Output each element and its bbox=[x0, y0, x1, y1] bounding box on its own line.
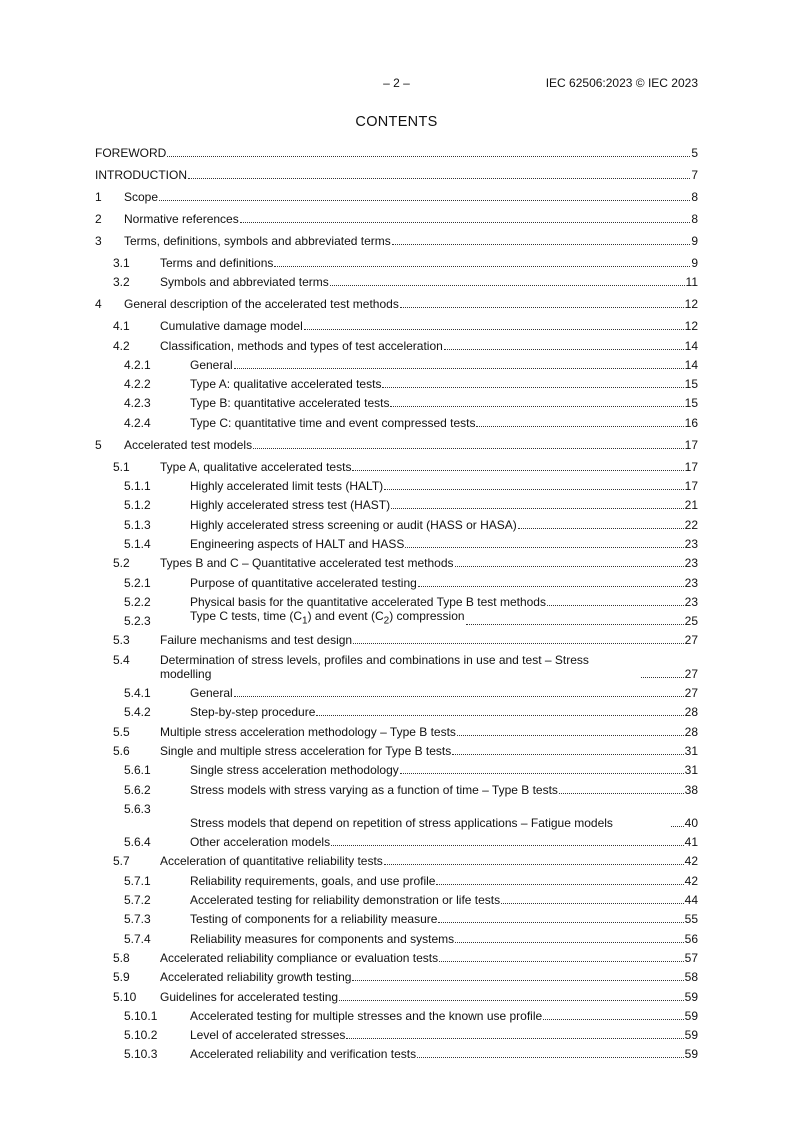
toc-entry[interactable] bbox=[95, 912, 698, 926]
toc-entry-title: Step-by-step procedure bbox=[190, 705, 316, 720]
toc-page-number: 31 bbox=[684, 743, 698, 758]
toc-page-number: 12 bbox=[684, 319, 698, 334]
toc-leader-dots bbox=[436, 883, 683, 885]
toc-page-number: 23 bbox=[684, 556, 698, 571]
toc-leader-dots bbox=[391, 507, 684, 509]
toc-page-number: 59 bbox=[684, 1008, 698, 1023]
contents-title: CONTENTS bbox=[355, 114, 438, 130]
toc-entry-number: 5.5 bbox=[113, 724, 130, 739]
toc-page-number: 28 bbox=[684, 705, 698, 720]
toc-entry[interactable] bbox=[95, 595, 698, 609]
toc-page-number: 59 bbox=[684, 1028, 698, 1043]
toc-entry[interactable] bbox=[95, 297, 698, 311]
toc-page-number: 59 bbox=[684, 1047, 698, 1062]
toc-entry[interactable] bbox=[95, 518, 698, 532]
toc-entry[interactable] bbox=[95, 234, 698, 248]
toc-entry-title: Types B and C – Quantitative accelerated test methods bbox=[160, 556, 454, 571]
toc-entry-number: 5.10.1 bbox=[124, 1008, 158, 1023]
toc-entry[interactable] bbox=[95, 319, 698, 333]
toc-page-number: 17 bbox=[684, 459, 698, 474]
toc-entry-number: 5.1.2 bbox=[124, 498, 151, 513]
toc-entry-title: Acceleration of quantitative reliability tests bbox=[160, 854, 383, 869]
toc-entry[interactable] bbox=[95, 990, 698, 1004]
toc-entry-title: Level of accelerated stresses bbox=[190, 1028, 346, 1043]
toc-leader-dots bbox=[330, 284, 685, 286]
toc-entry[interactable] bbox=[95, 854, 698, 868]
toc-leader-dots bbox=[518, 527, 684, 529]
toc-leader-dots bbox=[304, 328, 684, 330]
toc-page-number: 7 bbox=[691, 168, 698, 182]
toc-page-number: 14 bbox=[684, 338, 698, 353]
toc-entry[interactable] bbox=[95, 951, 698, 965]
toc-entry-title: Classification, methods and types of test acceleration bbox=[160, 338, 443, 353]
toc-page-number: 23 bbox=[684, 536, 698, 551]
toc-entry[interactable] bbox=[95, 744, 698, 758]
toc-entry-number: 4.2.4 bbox=[124, 415, 151, 430]
toc-leader-dots bbox=[641, 676, 684, 678]
toc-leader-dots bbox=[384, 488, 683, 490]
toc-entry-title: Other acceleration models bbox=[190, 835, 331, 850]
toc-entry-title: Stress models that depend on repetition of stress applications – Fatigue models bbox=[190, 815, 613, 830]
toc-entry-number: 5.10.2 bbox=[124, 1028, 158, 1043]
toc-leader-dots bbox=[353, 642, 684, 644]
toc-entry[interactable] bbox=[95, 705, 698, 719]
toc-entry[interactable] bbox=[95, 1009, 698, 1023]
toc-entry[interactable] bbox=[95, 396, 698, 410]
toc-leader-dots bbox=[352, 979, 683, 981]
page-number: – 2 – bbox=[383, 76, 410, 90]
toc-leader-dots bbox=[438, 921, 683, 923]
toc-entry[interactable] bbox=[95, 932, 698, 946]
toc-leader-dots bbox=[439, 960, 684, 962]
toc-page-number: 8 bbox=[691, 212, 698, 226]
toc-leader-dots bbox=[559, 792, 684, 794]
toc-page-number: 17 bbox=[684, 437, 698, 452]
toc-entry-title: Highly accelerated stress screening or audit (HASS or HASA) bbox=[190, 517, 517, 532]
toc-entry-title: Type B: quantitative accelerated tests bbox=[190, 396, 390, 411]
toc-page-number: 22 bbox=[684, 517, 698, 532]
toc-entry-number: 5.4 bbox=[113, 652, 130, 667]
toc-leader-dots bbox=[547, 604, 684, 606]
toc-entry-number: 5.10.3 bbox=[124, 1047, 158, 1062]
toc-page-number: 42 bbox=[684, 873, 698, 888]
toc-entry-title: Accelerated testing for multiple stresses and the known use profile bbox=[190, 1008, 543, 1023]
toc-entry-number: 5.8 bbox=[113, 950, 130, 965]
toc-entry[interactable] bbox=[95, 190, 698, 204]
toc-page-number: 42 bbox=[684, 854, 698, 869]
toc-entry[interactable] bbox=[95, 1047, 698, 1061]
toc-entry[interactable] bbox=[95, 212, 698, 226]
toc-page-number: 27 bbox=[684, 666, 698, 681]
toc-entry[interactable] bbox=[95, 653, 698, 681]
toc-leader-dots bbox=[274, 265, 690, 267]
toc-entry-title: Reliability measures for components and systems bbox=[190, 931, 455, 946]
page-header bbox=[95, 76, 698, 92]
toc-entry-number: 4 bbox=[95, 297, 102, 312]
toc-leader-dots bbox=[167, 155, 690, 157]
toc-entry[interactable] bbox=[95, 576, 698, 590]
toc-entry-number: 5.7 bbox=[113, 854, 130, 869]
toc-entry-title: Terms, definitions, symbols and abbreviated terms bbox=[124, 234, 391, 248]
toc-entry-number: 5.6.2 bbox=[124, 782, 151, 797]
toc-page-number: 27 bbox=[684, 633, 698, 648]
toc-entry-number: 4.2.3 bbox=[124, 396, 151, 411]
toc-leader-dots bbox=[352, 469, 683, 471]
toc-entry-title: Type C tests, time $(C_1)$ and event $(C_2)$ compression bbox=[190, 608, 465, 627]
toc-entry-number: 5.10 bbox=[113, 989, 137, 1004]
toc-leader-dots bbox=[316, 714, 683, 716]
toc-entry-title: Single stress acceleration methodology bbox=[190, 763, 399, 778]
toc-leader-dots bbox=[234, 695, 684, 697]
toc-page-number: 59 bbox=[684, 989, 698, 1004]
toc-page-number: 44 bbox=[684, 893, 698, 908]
toc-leader-dots bbox=[405, 546, 683, 548]
toc-entry[interactable] bbox=[95, 835, 698, 849]
toc-page-number: 9 bbox=[691, 234, 698, 248]
toc-entry-title: Accelerated testing for reliability demonstration or life tests bbox=[190, 893, 501, 908]
toc-leader-dots bbox=[400, 306, 684, 308]
toc-entry[interactable] bbox=[95, 275, 698, 289]
toc-entry[interactable] bbox=[95, 763, 698, 777]
toc-entry[interactable] bbox=[95, 633, 698, 647]
toc-page-number: 38 bbox=[684, 782, 698, 797]
toc-entry-number: 5.1 bbox=[113, 459, 130, 474]
toc-entry[interactable] bbox=[95, 970, 698, 984]
toc-entry-number: 4.1 bbox=[113, 319, 130, 334]
toc-entry[interactable] bbox=[95, 460, 698, 474]
toc-leader-dots bbox=[188, 177, 690, 179]
toc-entry-number: 2 bbox=[95, 212, 102, 226]
toc-entry-title: Reliability requirements, goals, and use profile bbox=[190, 873, 436, 888]
toc-page-number: 21 bbox=[684, 498, 698, 513]
toc-leader-dots bbox=[234, 367, 684, 369]
toc-entry-title: Single and multiple stress acceleration for Type B tests bbox=[160, 743, 452, 758]
toc-leader-dots bbox=[253, 447, 684, 449]
toc-entry[interactable] bbox=[95, 146, 698, 160]
toc-entry[interactable] bbox=[95, 686, 698, 700]
toc-leader-dots bbox=[455, 941, 684, 943]
toc-entry-title: Highly accelerated stress test (HAST) bbox=[190, 498, 391, 513]
toc-entry-number: 3.1 bbox=[113, 256, 130, 270]
toc-entry-number: 5.7.4 bbox=[124, 931, 151, 946]
toc-entry[interactable] bbox=[95, 256, 698, 270]
toc-entry[interactable] bbox=[95, 339, 698, 353]
toc-leader-dots bbox=[476, 425, 683, 427]
toc-leader-dots bbox=[457, 734, 684, 736]
toc-entry-number: 4.2.2 bbox=[124, 377, 151, 392]
toc-entry-number: 3 bbox=[95, 234, 102, 248]
toc-entry-title: Guidelines for accelerated testing bbox=[160, 989, 339, 1004]
toc-page-number: 5 bbox=[691, 146, 698, 160]
toc-entry[interactable] bbox=[95, 1028, 698, 1042]
toc-entry-title: Scope bbox=[124, 190, 159, 204]
toc-leader-dots bbox=[400, 772, 684, 774]
toc-page-number: 56 bbox=[684, 931, 698, 946]
toc-entry-title: Highly accelerated limit tests (HALT) bbox=[190, 479, 384, 494]
toc-leader-dots bbox=[466, 623, 684, 625]
toc-entry[interactable] bbox=[95, 168, 698, 182]
toc-page-number: 41 bbox=[684, 835, 698, 850]
toc-leader-dots bbox=[159, 199, 690, 201]
toc-entry-number: 5.7.1 bbox=[124, 873, 151, 888]
toc-entry-title: Multiple stress acceleration methodology – Type B tests bbox=[160, 724, 456, 739]
toc-entry[interactable] bbox=[95, 608, 698, 629]
toc-entry-title: Normative references bbox=[124, 212, 239, 226]
toc-page-number: 27 bbox=[684, 686, 698, 701]
toc-entry[interactable] bbox=[95, 438, 698, 452]
toc-page-number: 16 bbox=[684, 415, 698, 430]
toc-entry-number: 5.6.3 bbox=[124, 801, 151, 816]
toc-entry[interactable] bbox=[95, 537, 698, 551]
toc-page-number: 23 bbox=[684, 575, 698, 590]
toc-page-number: 11 bbox=[685, 275, 698, 290]
toc-page-number: 58 bbox=[684, 970, 698, 985]
toc-entry-title: Testing of components for a reliability measure bbox=[190, 912, 438, 927]
toc-page-number: 9 bbox=[691, 256, 698, 270]
toc-entry-number: 5.6.4 bbox=[124, 835, 151, 850]
toc-entry-title: Physical basis for the quantitative accelerated Type B test methods bbox=[190, 594, 546, 609]
toc-entry-number: 5 bbox=[95, 437, 102, 452]
toc-entry-number: 5.6 bbox=[113, 743, 130, 758]
toc-leader-dots bbox=[346, 1037, 683, 1039]
toc-entry-title: Accelerated test models bbox=[124, 437, 253, 452]
toc-entry[interactable] bbox=[95, 725, 698, 739]
toc-entry-number: 4.2 bbox=[113, 338, 130, 353]
toc-entry-number: 5.2.3 bbox=[124, 614, 151, 629]
toc-entry-number: 5.4.2 bbox=[124, 705, 151, 720]
toc-entry-title: Failure mechanisms and test design bbox=[160, 633, 353, 648]
toc-entry-title: Accelerated reliability and verification tests bbox=[190, 1047, 417, 1062]
toc-page-number: 15 bbox=[684, 377, 698, 392]
toc-entry[interactable] bbox=[95, 802, 698, 830]
toc-page-number: 8 bbox=[691, 190, 698, 204]
toc-leader-dots bbox=[331, 844, 684, 846]
toc-entry[interactable] bbox=[95, 479, 698, 493]
toc-leader-dots bbox=[382, 386, 683, 388]
document-id: IEC 62506:2023 © IEC 2023 bbox=[545, 76, 698, 90]
toc-entry-number: 5.2 bbox=[113, 556, 130, 571]
toc-entry-number: 5.2.1 bbox=[124, 575, 151, 590]
toc-entry-title: General bbox=[190, 357, 233, 372]
toc-leader-dots bbox=[384, 863, 684, 865]
toc-entry-number: 5.1.1 bbox=[124, 479, 151, 494]
toc-page-number: 40 bbox=[684, 815, 698, 830]
toc-entry-title: Accelerated reliability growth testing bbox=[160, 970, 352, 985]
toc-entry[interactable] bbox=[95, 556, 698, 570]
toc-leader-dots bbox=[543, 1018, 683, 1020]
toc-entry-title: Type A, qualitative accelerated tests bbox=[160, 459, 352, 474]
toc-entry[interactable] bbox=[95, 893, 698, 907]
toc-entry-title: General description of the accelerated test methods bbox=[124, 297, 399, 312]
toc-entry-number: 5.2.2 bbox=[124, 594, 151, 609]
toc-leader-dots bbox=[390, 405, 683, 407]
toc-entry-title: Purpose of quantitative accelerated testing bbox=[190, 575, 417, 590]
toc-entry[interactable] bbox=[95, 874, 698, 888]
toc-entry-title: Terms and definitions bbox=[160, 256, 274, 270]
toc-page-number: 57 bbox=[684, 950, 698, 965]
toc-entry[interactable] bbox=[95, 416, 698, 430]
toc-entry-number: 3.2 bbox=[113, 275, 130, 290]
toc-leader-dots bbox=[452, 753, 683, 755]
toc-entry-title: Cumulative damage model bbox=[160, 319, 303, 334]
toc-entry-number: 5.1.3 bbox=[124, 517, 151, 532]
table-of-contents bbox=[95, 146, 698, 1067]
toc-entry-title: Type A: qualitative accelerated tests bbox=[190, 377, 382, 392]
toc-entry-title: Determination of stress levels, profiles and combinations in use and test – Stress modelling bbox=[160, 652, 589, 681]
toc-entry[interactable] bbox=[95, 358, 698, 372]
toc-entry-title: Type C: quantitative time and event compressed tests bbox=[190, 415, 476, 430]
toc-entry-title: FOREWORD bbox=[95, 146, 167, 160]
toc-page-number: 23 bbox=[684, 594, 698, 609]
toc-entry[interactable] bbox=[95, 377, 698, 391]
toc-entry-number: 5.1.4 bbox=[124, 536, 151, 551]
toc-entry-title: Stress models with stress varying as a function of time – Type B tests bbox=[190, 782, 558, 797]
toc-leader-dots bbox=[240, 221, 691, 223]
toc-leader-dots bbox=[417, 1056, 684, 1058]
toc-entry-number: 5.3 bbox=[113, 633, 130, 648]
toc-page-number: 31 bbox=[684, 763, 698, 778]
toc-leader-dots bbox=[339, 999, 684, 1001]
toc-page-number: 12 bbox=[684, 297, 698, 312]
toc-entry-number: 5.7.2 bbox=[124, 893, 151, 908]
toc-entry-number: 5.4.1 bbox=[124, 686, 151, 701]
toc-page-number: 55 bbox=[684, 912, 698, 927]
toc-leader-dots bbox=[392, 243, 691, 245]
toc-leader-dots bbox=[444, 348, 684, 350]
toc-page-number: 15 bbox=[684, 396, 698, 411]
toc-entry-title: General bbox=[190, 686, 233, 701]
toc-page-number: 14 bbox=[684, 357, 698, 372]
toc-entry-title: Symbols and abbreviated terms bbox=[160, 275, 329, 290]
toc-entry-title: INTRODUCTION bbox=[95, 168, 187, 182]
toc-entry[interactable] bbox=[95, 498, 698, 512]
toc-page-number: 17 bbox=[684, 479, 698, 494]
toc-leader-dots bbox=[671, 825, 684, 827]
toc-entry-number: 1 bbox=[95, 190, 102, 204]
toc-entry-number: 4.2.1 bbox=[124, 357, 151, 372]
toc-page-number: 28 bbox=[684, 724, 698, 739]
toc-page-number: 25 bbox=[684, 614, 698, 629]
toc-leader-dots bbox=[455, 565, 684, 567]
toc-entry-number: 5.7.3 bbox=[124, 912, 151, 927]
toc-entry-number: 5.6.1 bbox=[124, 763, 151, 778]
toc-entry-title: Accelerated reliability compliance or evaluation tests bbox=[160, 950, 439, 965]
toc-entry[interactable] bbox=[95, 783, 698, 797]
toc-entry-title: Engineering aspects of HALT and HASS bbox=[190, 536, 405, 551]
toc-leader-dots bbox=[418, 585, 684, 587]
toc-entry-number: 5.9 bbox=[113, 970, 130, 985]
toc-leader-dots bbox=[501, 902, 683, 904]
